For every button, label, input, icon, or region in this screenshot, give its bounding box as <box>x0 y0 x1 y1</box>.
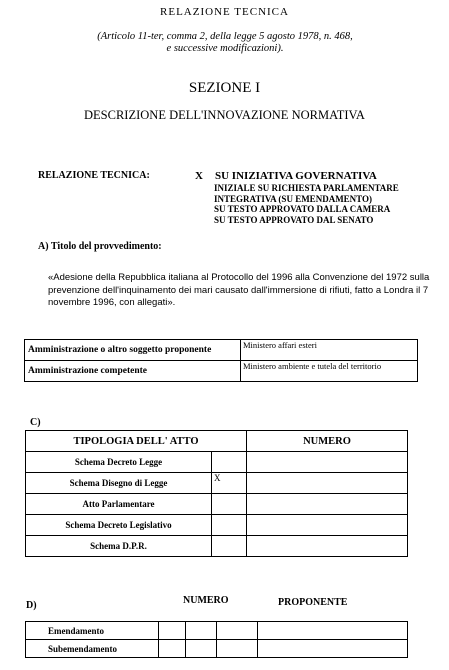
subemendamento-label: Subemendamento <box>26 640 159 658</box>
tipologia-cell: Schema Disegno di Legge <box>26 473 212 494</box>
option-testo-camera: SU TESTO APPROVATO DALLA CAMERA <box>214 204 391 214</box>
relazione-tecnica-label: RELAZIONE TECNICA: <box>38 170 150 181</box>
option-iniziativa-governativa: SU INIZIATIVA GOVERNATIVA <box>215 170 377 182</box>
mark-cell <box>212 536 247 557</box>
option-integrativa: INTEGRATIVA (SU EMENDAMENTO) <box>214 193 373 204</box>
section-title: SEZIONE I <box>188 80 261 96</box>
subtitle-line: (Articolo 11-ter, comma 2, della legge 5 agosto 1978, n. 468, <box>97 31 353 42</box>
numero-cell <box>247 536 408 557</box>
mark-cell <box>212 515 247 536</box>
table-cell <box>159 622 186 640</box>
mark-cell: X <box>212 473 247 494</box>
amministrazione-table <box>24 339 418 382</box>
table-cell <box>186 640 217 658</box>
section-a-label: A) Titolo del provvedimento: <box>38 241 162 252</box>
section-d-label: D) <box>26 600 37 611</box>
table-row <box>26 452 408 473</box>
table-row <box>26 473 408 494</box>
amministrazione-proponente-label: Amministrazione o altro soggetto proponente <box>25 340 241 361</box>
amministrazione-competente-label: Amministrazione competente <box>25 361 241 382</box>
numero-cell <box>247 473 408 494</box>
tipologia-cell: Schema Decreto Legislativo <box>26 515 212 536</box>
numero-cell <box>247 515 408 536</box>
provvedimento-title-text: «Adesione della Repubblica italiana al Protocollo del 1996 alla Convenzione del 1972 sulla prevenzione dell'inquinamento dei mari causato dall'immersione di rifiuti, fatto a Londra il 7 novembre 1996, con allegati». <box>48 272 430 308</box>
emendamento-table <box>25 621 408 658</box>
subtitle-line: e successive modificazioni). <box>166 43 284 54</box>
mark-cell <box>212 452 247 473</box>
document-title: RELAZIONE TECNICA <box>160 6 289 18</box>
selected-option-mark: X <box>195 170 203 182</box>
mark-cell <box>212 494 247 515</box>
table-cell <box>159 640 186 658</box>
table-cell <box>258 640 408 658</box>
table-cell <box>258 622 408 640</box>
table-row <box>26 622 408 640</box>
table-cell <box>186 622 217 640</box>
numero-header: NUMERO <box>247 431 408 452</box>
tipologia-cell: Schema Decreto Legge <box>26 452 212 473</box>
tipologia-atto-table <box>25 430 408 557</box>
table-cell <box>217 622 258 640</box>
table-header-row <box>26 431 408 452</box>
emendamento-label: Emendamento <box>26 622 159 640</box>
option-iniziale-parlamentare: INIZIALE SU RICHIESTA PARLAMENTARE <box>214 183 399 193</box>
document-subtitle <box>40 31 410 55</box>
section-subtitle: DESCRIZIONE DELL'INNOVAZIONE NORMATIVA <box>84 108 365 122</box>
table-row <box>26 494 408 515</box>
proponente-header: PROPONENTE <box>278 597 348 608</box>
table-row <box>26 640 408 658</box>
numero-cell <box>247 452 408 473</box>
amministrazione-competente-value: Ministero ambiente e tutela del territorio <box>241 361 418 382</box>
numero-cell <box>247 494 408 515</box>
table-row <box>26 536 408 557</box>
amministrazione-proponente-value: Ministero affari esteri <box>241 340 418 361</box>
option-testo-senato: SU TESTO APPROVATO DAL SENATO <box>214 214 374 225</box>
tipologia-cell: Schema D.P.R. <box>26 536 212 557</box>
numero-header: NUMERO <box>183 595 229 606</box>
table-row <box>25 340 418 361</box>
tipologia-header: TIPOLOGIA DELL' ATTO <box>26 431 247 452</box>
tipologia-cell: Atto Parlamentare <box>26 494 212 515</box>
table-row <box>25 361 418 382</box>
relazione-options-list <box>214 183 399 225</box>
table-row <box>26 515 408 536</box>
section-c-label: C) <box>30 417 41 428</box>
table-cell <box>217 640 258 658</box>
